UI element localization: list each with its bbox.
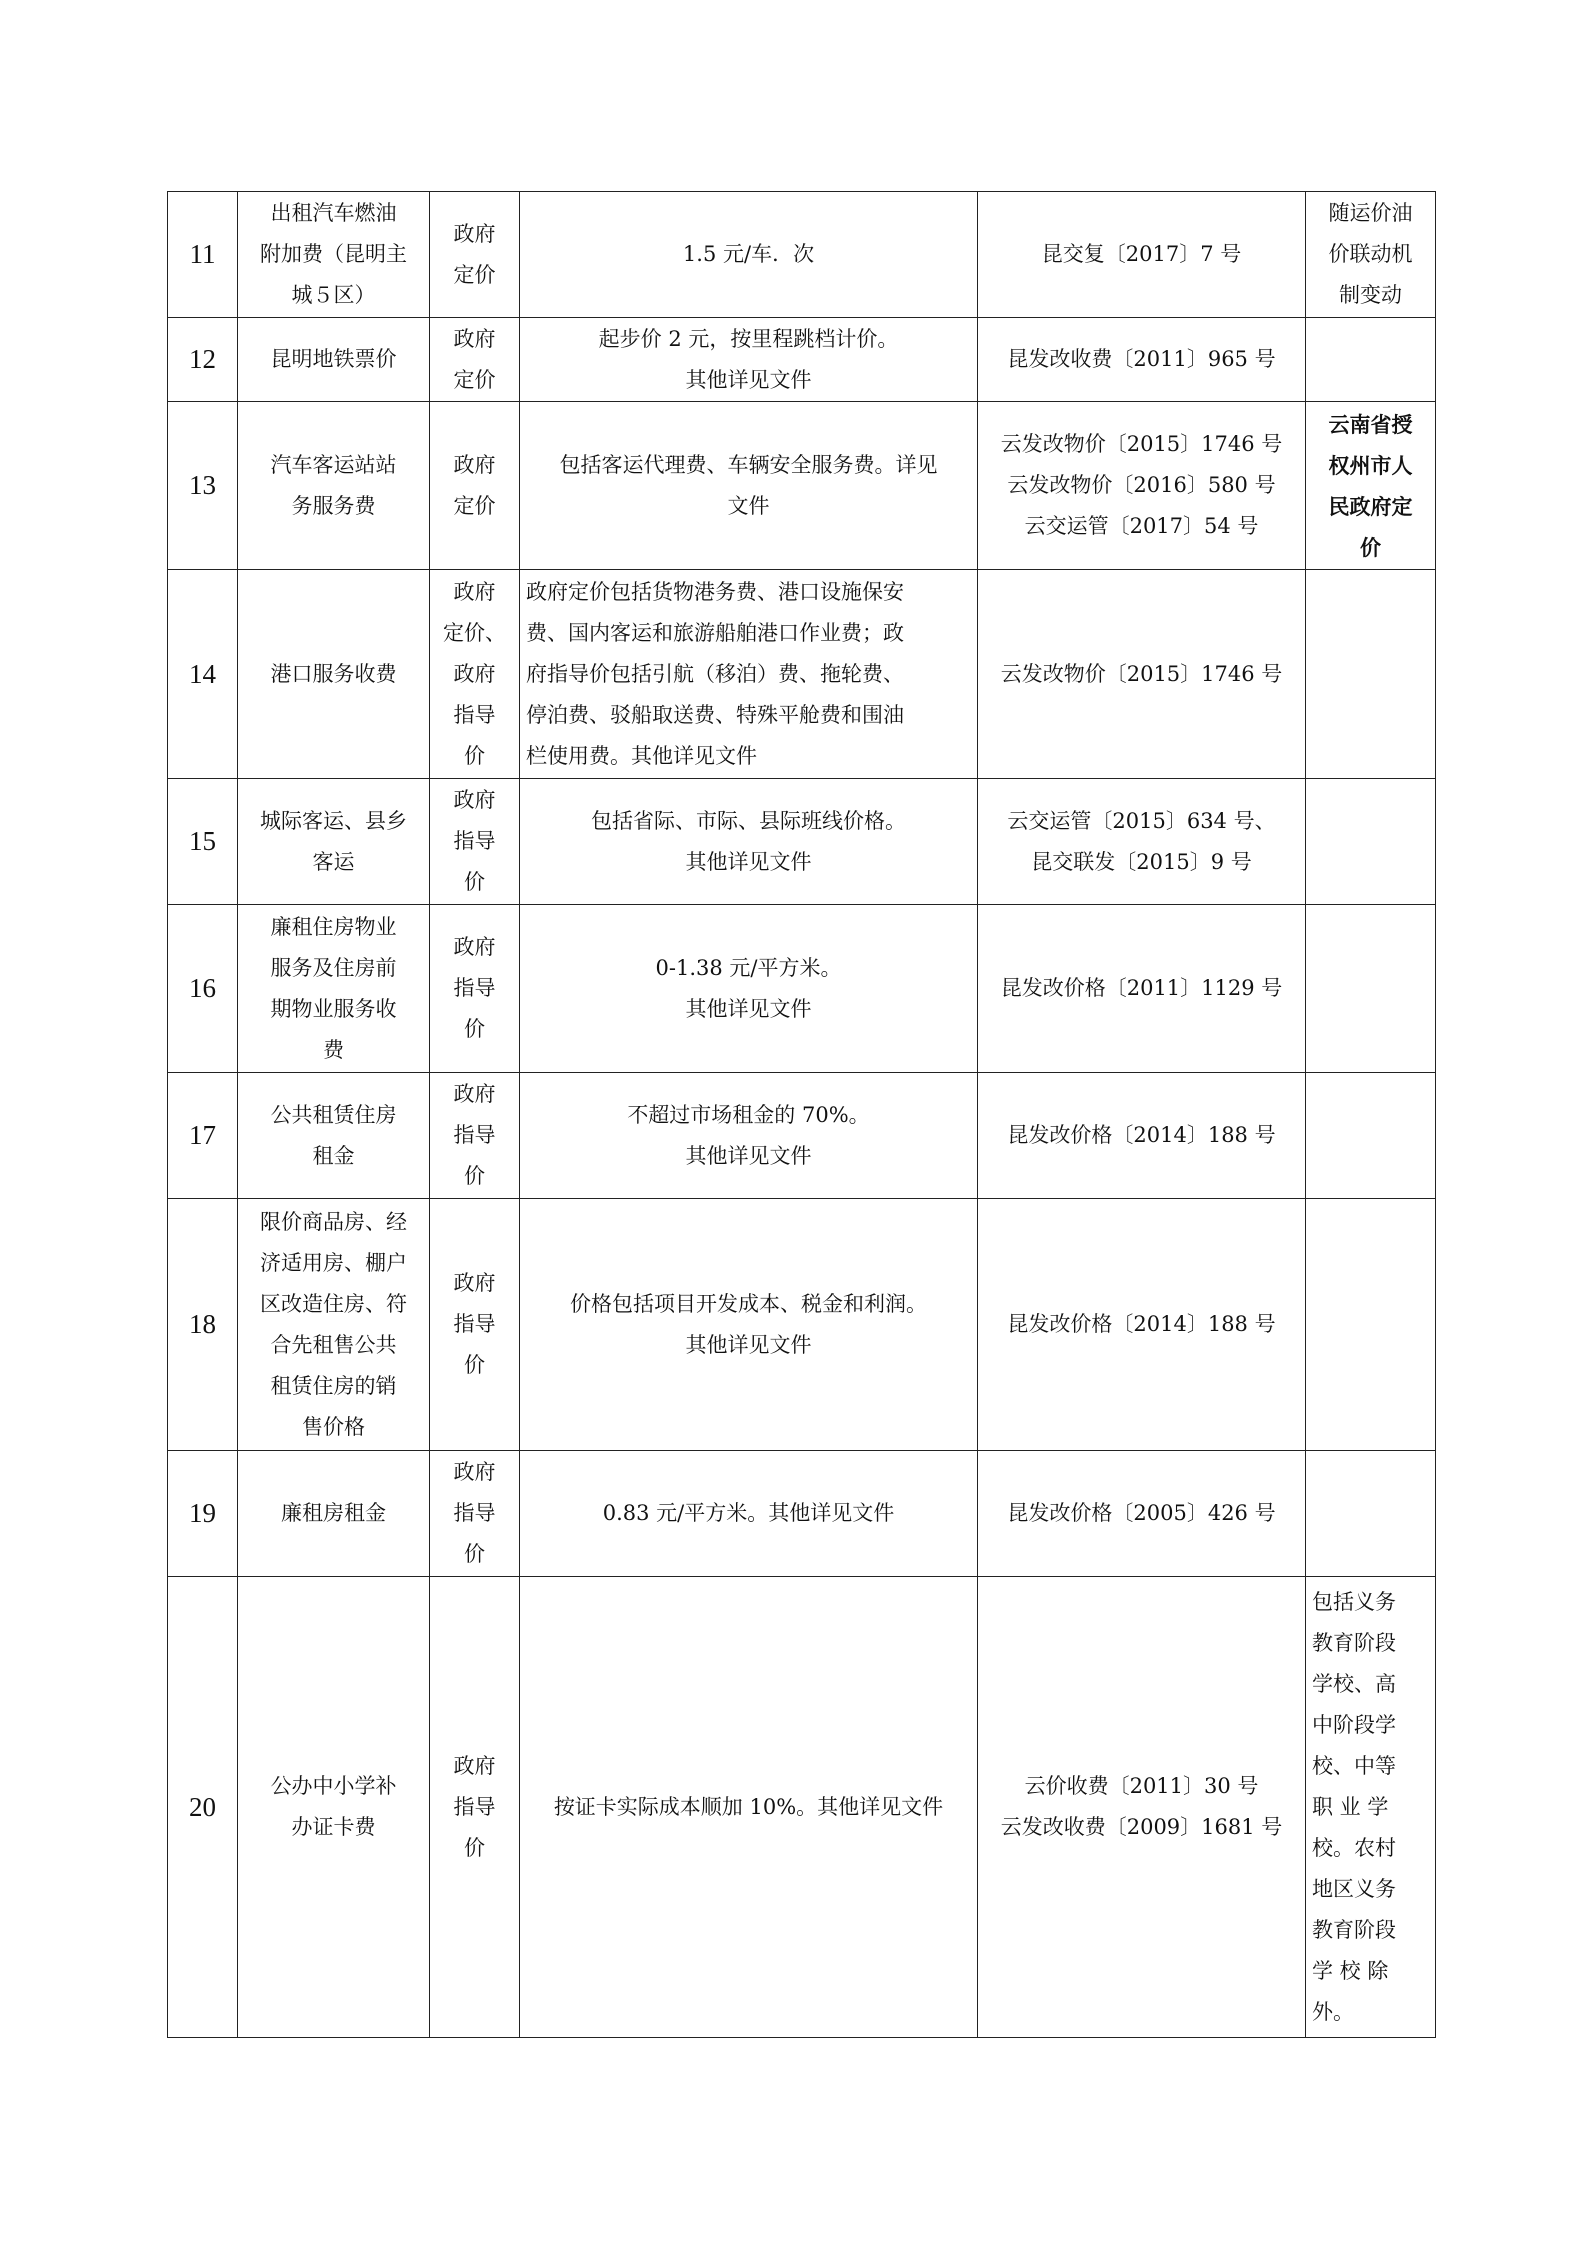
item-name-line: 港口服务收费: [270, 661, 397, 686]
pricing-type-line: 政府: [453, 1271, 496, 1295]
remark-line: 随运价油: [1328, 201, 1413, 225]
pricing-type: [430, 570, 520, 779]
remark-line: 价联动机: [1328, 242, 1413, 266]
pricing-type: [430, 1199, 520, 1451]
item-name-line: 济适用房、棚户: [260, 1250, 407, 1275]
remark-line: 地区义务: [1312, 1876, 1396, 1901]
pricing-type-line: 价: [464, 1017, 485, 1041]
document-basis: [978, 1199, 1306, 1451]
table-row: [168, 1073, 1436, 1199]
row-number: 18: [168, 1199, 238, 1451]
pricing-type: [430, 1073, 520, 1199]
description-line: 起步价 2 元，按里程跳档计价。: [598, 326, 899, 351]
row-number: 14: [168, 570, 238, 779]
item-name-line: 廉租住房物业: [270, 914, 397, 939]
item-name-line: 期物业服务收: [270, 996, 397, 1021]
pricing-type-line: 价: [464, 870, 485, 894]
item-name: [238, 1451, 430, 1577]
description-line: 1.5 元/车．次: [682, 242, 815, 266]
pricing-type-line: 政府: [453, 1753, 496, 1778]
remark-line: 权州市人: [1328, 452, 1413, 478]
description-line: 其他详见文件: [685, 1143, 812, 1168]
item-name: [238, 192, 430, 318]
price-description: [520, 1073, 978, 1199]
item-name: [238, 1073, 430, 1199]
item-name-line: 办证卡费: [291, 1815, 376, 1839]
price-table-body: [168, 192, 1436, 2038]
remark: [1306, 570, 1436, 779]
price-description: [520, 779, 978, 905]
item-name: [238, 905, 430, 1073]
remark: [1306, 1577, 1436, 2038]
pricing-type: [430, 1451, 520, 1577]
row-number: 12: [168, 318, 238, 402]
document-basis: [978, 1073, 1306, 1199]
remark-line: 中阶段学: [1312, 1712, 1396, 1737]
remark-line: 包括义务: [1312, 1589, 1396, 1614]
remark-line: 职 业 学: [1312, 1794, 1389, 1819]
document-basis: [978, 570, 1306, 779]
basis-line: 云发改物价〔2016〕580 号: [1007, 473, 1276, 497]
remark-line: 民政府定: [1328, 493, 1413, 519]
item-name-line: 附加费（昆明主: [260, 242, 407, 266]
description-line: 包括省际、市际、县际班线价格。: [591, 808, 906, 833]
table-row: [168, 1199, 1436, 1451]
item-name-line: 租金: [312, 1143, 355, 1168]
item-name: [238, 779, 430, 905]
document-basis: [978, 779, 1306, 905]
description-line: 其他详见文件: [685, 1332, 812, 1357]
remark: [1306, 905, 1436, 1073]
pricing-type-line: 政府: [453, 221, 496, 246]
remark: [1306, 1451, 1436, 1577]
row-number: 19: [168, 1451, 238, 1577]
price-table: [167, 191, 1436, 2038]
basis-line: 昆发改收费〔2011〕965 号: [1007, 347, 1276, 371]
description-line: 0.83 元/平方米。其他详见文件: [602, 1501, 895, 1525]
basis-line: 昆交联发〔2015〕9 号: [1031, 849, 1252, 874]
remark-line: 学校、高: [1312, 1671, 1396, 1696]
remark-line: 价: [1360, 534, 1381, 560]
pricing-type-line: 政府: [453, 661, 496, 686]
pricing-type-line: 定价: [453, 493, 496, 518]
item-name-line: 合先租售公共: [270, 1332, 397, 1357]
item-name-line: 汽车客运站站: [270, 452, 397, 477]
pricing-type-line: 指导: [453, 1123, 496, 1147]
description-line: 文件: [727, 493, 770, 518]
row-number: 20: [168, 1577, 238, 2038]
item-name-line: 售价格: [302, 1414, 365, 1439]
price-description: [520, 570, 978, 779]
table-row: [168, 318, 1436, 402]
pricing-type: [430, 905, 520, 1073]
pricing-type-line: 政府: [453, 452, 496, 477]
pricing-type-line: 政府: [453, 326, 496, 351]
remark: [1306, 402, 1436, 570]
price-description: [520, 1577, 978, 2038]
description-line: 府指导价包括引航（移泊）费、拖轮费、: [526, 661, 904, 686]
item-name-line: 限价商品房、经: [260, 1209, 407, 1234]
pricing-type-line: 指导: [453, 1794, 496, 1819]
price-description: [520, 402, 978, 570]
price-description: [520, 192, 978, 318]
table-row: [168, 402, 1436, 570]
pricing-type-line: 政府: [453, 1460, 496, 1484]
row-number: 16: [168, 905, 238, 1073]
pricing-type-line: 政府: [453, 788, 496, 812]
pricing-type-line: 价: [464, 1164, 485, 1188]
description-line: 政府定价包括货物港务费、港口设施保安: [526, 579, 904, 604]
item-name: [238, 570, 430, 779]
document-basis: [978, 318, 1306, 402]
item-name-line: 服务及住房前: [270, 955, 397, 980]
document-basis: [978, 402, 1306, 570]
remark-line: 学 校 除: [1312, 1958, 1389, 1983]
item-name-line: 务服务费: [291, 493, 376, 518]
remark-line: 校、中等: [1312, 1753, 1396, 1778]
item-name-line: 区改造住房、符: [260, 1291, 407, 1316]
remark-line: 教育阶段: [1312, 1630, 1396, 1655]
price-description: [520, 1451, 978, 1577]
basis-line: 昆发改价格〔2005〕426 号: [1007, 1501, 1276, 1525]
basis-line: 昆发改价格〔2014〕188 号: [1007, 1123, 1276, 1147]
remark: [1306, 779, 1436, 905]
item-name-line: 出租汽车燃油: [270, 201, 397, 225]
item-name: [238, 1577, 430, 2038]
pricing-type-line: 价: [464, 743, 485, 768]
pricing-type-line: 价: [464, 1542, 485, 1566]
description-line: 不超过市场租金的 70%。: [627, 1102, 870, 1127]
remark-line: 教育阶段: [1312, 1917, 1396, 1942]
pricing-type: [430, 192, 520, 318]
remark-line: 云南省授: [1328, 411, 1413, 437]
remark-line: 校。农村: [1312, 1835, 1396, 1860]
description-line: 0-1.38 元/平方米。: [655, 955, 842, 980]
basis-line: 云发改物价〔2015〕1746 号: [1000, 432, 1283, 456]
basis-line: 云发改收费〔2009〕1681 号: [1000, 1815, 1283, 1839]
row-number: 15: [168, 779, 238, 905]
description-line: 其他详见文件: [685, 849, 812, 874]
table-row: [168, 570, 1436, 779]
item-name-line: 廉租房租金: [281, 1501, 386, 1525]
document-basis: [978, 192, 1306, 318]
table-row: [168, 1451, 1436, 1577]
pricing-type: [430, 402, 520, 570]
item-name-line: 公共租赁住房: [270, 1102, 397, 1127]
description-line: 其他详见文件: [685, 367, 812, 392]
pricing-type-line: 政府: [453, 935, 496, 959]
pricing-type-line: 定价: [453, 367, 496, 392]
item-name: [238, 1199, 430, 1451]
pricing-type: [430, 318, 520, 402]
pricing-type: [430, 779, 520, 905]
table-row: [168, 1577, 1436, 2038]
basis-line: 昆发改价格〔2014〕188 号: [1007, 1312, 1276, 1336]
pricing-type-line: 指导: [453, 1312, 496, 1336]
table-row: [168, 905, 1436, 1073]
price-description: [520, 318, 978, 402]
row-number: 17: [168, 1073, 238, 1199]
pricing-type-line: 价: [464, 1353, 485, 1377]
pricing-type-line: 指导: [453, 829, 496, 853]
basis-line: 云价收费〔2011〕30 号: [1024, 1774, 1259, 1798]
item-name-line: 昆明地铁票价: [270, 347, 397, 371]
item-name-line: 城５区）: [291, 283, 376, 307]
pricing-type-line: 定价、: [443, 620, 506, 645]
document-basis: [978, 1577, 1306, 2038]
basis-line: 云交运管〔2015〕634 号、: [1007, 808, 1276, 833]
pricing-type-line: 指导: [453, 1501, 496, 1525]
description-line: 费、国内客运和旅游船舶港口作业费；政: [526, 620, 904, 645]
basis-line: 云交运管〔2017〕54 号: [1024, 514, 1259, 538]
basis-line: 昆发改价格〔2011〕1129 号: [1000, 976, 1283, 1000]
remark: [1306, 1073, 1436, 1199]
pricing-type-line: 指导: [453, 976, 496, 1000]
pricing-type: [430, 1577, 520, 2038]
table-row: [168, 192, 1436, 318]
table-row: [168, 779, 1436, 905]
item-name: [238, 318, 430, 402]
row-number: 11: [168, 192, 238, 318]
document-basis: [978, 905, 1306, 1073]
item-name-line: 租赁住房的销: [270, 1373, 397, 1398]
remark-line: 外。: [1312, 1999, 1354, 2024]
item-name-line: 客运: [312, 849, 355, 874]
price-description: [520, 1199, 978, 1451]
description-line: 按证卡实际成本顺加 10%。其他详见文件: [553, 1794, 944, 1819]
document-basis: [978, 1451, 1306, 1577]
item-name-line: 公办中小学补: [270, 1774, 397, 1798]
pricing-type-line: 定价: [453, 262, 496, 287]
remark-line: 制变动: [1339, 283, 1402, 307]
basis-line: 昆交复〔2017〕7 号: [1041, 242, 1242, 266]
pricing-type-line: 政府: [453, 579, 496, 604]
row-number: 13: [168, 402, 238, 570]
price-description: [520, 905, 978, 1073]
pricing-type-line: 价: [464, 1835, 485, 1860]
description-line: 包括客运代理费、车辆安全服务费。详见: [559, 452, 938, 477]
description-line: 价格包括项目开发成本、税金和利润。: [570, 1291, 927, 1316]
item-name-line: 城际客运、县乡: [260, 808, 407, 833]
item-name-line: 费: [323, 1037, 344, 1062]
remark: [1306, 318, 1436, 402]
remark: [1306, 1199, 1436, 1451]
remark: [1306, 192, 1436, 318]
description-line: 其他详见文件: [685, 996, 812, 1021]
description-line: 栏使用费。其他详见文件: [526, 743, 757, 768]
pricing-type-line: 指导: [453, 702, 496, 727]
description-line: 停泊费、驳船取送费、特殊平舱费和围油: [526, 702, 904, 727]
pricing-type-line: 政府: [453, 1082, 496, 1106]
basis-line: 云发改物价〔2015〕1746 号: [1000, 661, 1283, 686]
item-name: [238, 402, 430, 570]
